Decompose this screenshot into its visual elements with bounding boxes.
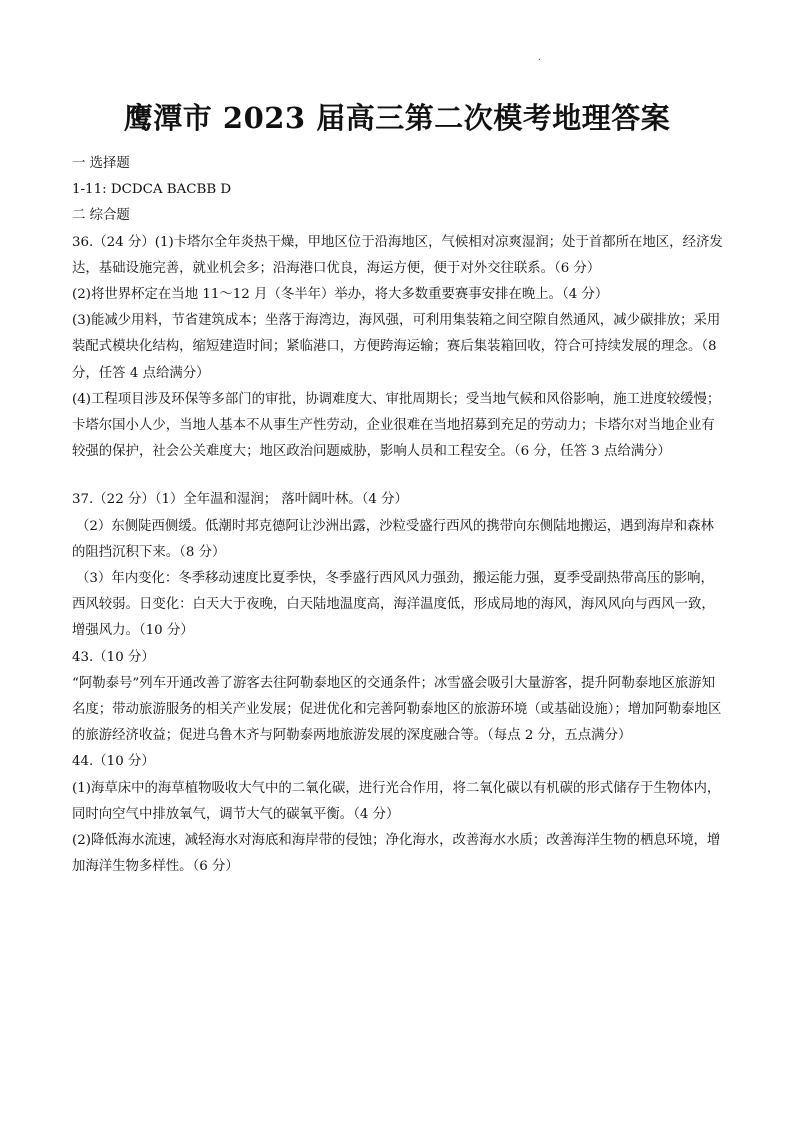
q36-part2: (2)将世界杯定在当地 11～12 月（冬半年）举办，将大多数重要赛事安排在晚上。（4 分） [72, 287, 609, 303]
q37-part3: （3）年内变化：冬季移动速度比夏季快，冬季盛行西风风力强劲，搬运能力强，夏季受副热带高压的影响，西风较弱。日变化：白天大于夜晚，白天陆地温度高，海洋温度低，形成局地的海风，海风风向与西风一致，增强风力。（10 分） [72, 571, 715, 639]
q44-part2: (2)降低海水流速，减轻海水对海底和海岸带的侵蚀；净化海水，改善海水水质；改善海洋生物的栖息环境，增加海洋生物多样性。（6 分） [72, 833, 721, 875]
q37-part1: 37.（22 分）（1）全年温和湿润； 落叶阔叶林。（4 分） [72, 492, 408, 508]
section-heading-comprehensive: 二 综合题 [72, 208, 130, 224]
scan-dot: . [538, 52, 541, 63]
spacer [72, 465, 724, 487]
q43-heading: 43.（10 分） [72, 649, 155, 665]
q43-answer: “阿勒泰号”列车开通改善了游客去往阿勒泰地区的交通条件；冰雪盛会吸引大量游客，提升阿勒泰地区旅游知名度；带动旅游服务的相关产业发展；促进优化和完善阿勒泰地区的旅游环境（或基础设施）；增加阿勒泰地区的旅游经济收益；促进乌鲁木齐与阿勒泰两地旅游发展的深度融合等。（每点 2 分，五点满分） [72, 675, 722, 744]
page-title: 鹰潭市 2023 届高三第二次模考地理答案 [123, 101, 671, 135]
q44-heading: 44.（10 分） [72, 754, 155, 770]
q37-part2: （2）东侧陡西侧缓。低潮时邦克德阿让沙洲出露，沙粒受盛行西风的携带向东侧陆地搬运，遇到海岸和森林的阻挡沉积下来。（8 分） [72, 518, 714, 560]
choice-answers: 1-11: DCDCA BACBB D [72, 182, 232, 198]
section-heading-choice: 一 选择题 [72, 156, 130, 171]
q44-part1: (1)海草床中的海草植物吸收大气中的二氧化碳，进行光合作用，将二氧化碳以有机碳的形式储存于生物体内，同时向空气中排放氧气，调节大气的碳氧平衡。（4 分） [72, 780, 721, 822]
q36-part3: (3)能减少用料，节省建筑成本；坐落于海湾边，海风强，可利用集装箱之间空隙自然通风，减少碳排放；采用装配式模块化结构，缩短建造时间；紧临港口，方便跨海运输；赛后集装箱回收，符合可持续发展的理念。（8 分，任答 4 点给满分） [72, 313, 721, 381]
q36-part4: (4)工程项目涉及环保等多部门的审批，协调难度大、审批周期长；受当地气候和风俗影响，施工进度较缓慢；卡塔尔国小人少，当地人基本不从事生产性劳动，企业很难在当地招募到充足的劳动力；卡塔尔对当地企业有较强的保护，社会公关难度大；地区政治问题威胁，影响人员和工程安全。（6 分，任答 3 点给满分） [72, 391, 721, 460]
answer-body [72, 151, 724, 880]
q36-part1: 36.（24 分）(1)卡塔尔全年炎热干燥，甲地区位于沿海地区，气候相对凉爽湿润；处于首都所在地区，经济发达，基础设施完善，就业机会多；沿海港口优良，海运方便，便于对外交往联系。（6 分） [72, 234, 723, 276]
